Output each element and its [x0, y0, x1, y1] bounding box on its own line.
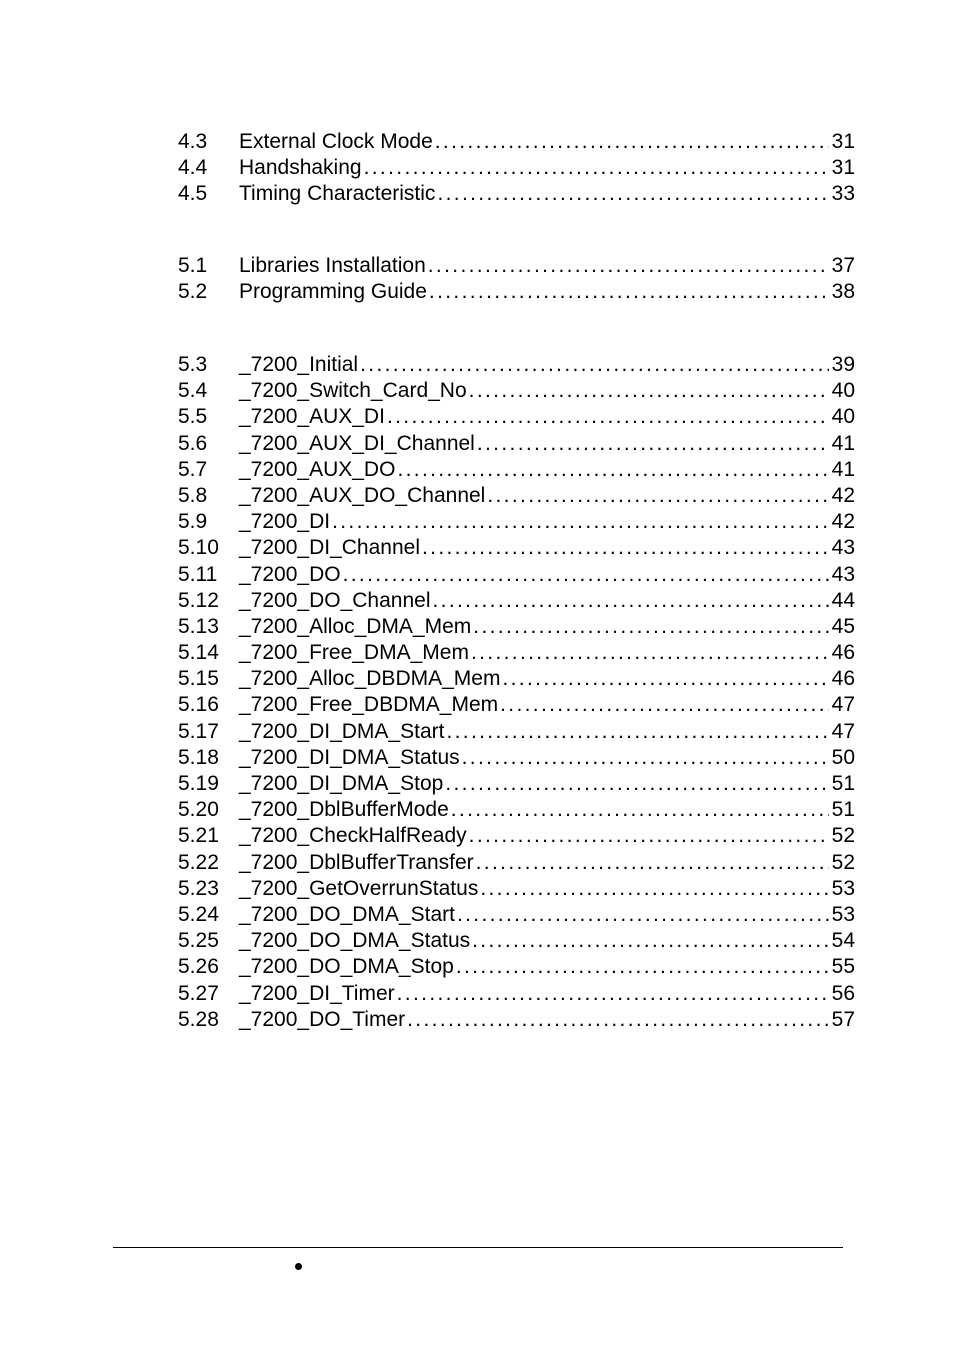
toc-entry-number: 5.4 — [178, 379, 208, 403]
toc-entry-body — [239, 876, 855, 902]
toc-dot-leader — [428, 253, 829, 279]
toc-entry-page-number: 41 — [831, 457, 855, 481]
toc-entry-page-number: 47 — [831, 693, 855, 717]
toc-entry-body — [239, 823, 855, 849]
toc-entry-page-number: 57 — [831, 1007, 855, 1031]
toc-entry[interactable] — [178, 535, 855, 561]
toc-entry[interactable] — [178, 954, 855, 980]
toc-entry-title: _7200_DO_Channel — [239, 588, 431, 612]
toc-dot-leader — [457, 902, 829, 928]
toc-entry-page-number: 45 — [831, 614, 855, 638]
toc-dot-leader — [451, 797, 829, 823]
toc-entry-title: External Clock Mode — [239, 130, 433, 153]
toc-entry[interactable] — [178, 614, 855, 640]
toc-entry-page-number: 43 — [831, 536, 855, 560]
toc-dot-leader — [422, 535, 829, 561]
toc-dot-leader — [364, 155, 829, 181]
toc-entry-title: _7200_AUX_DO — [239, 457, 396, 481]
toc-dot-leader — [456, 954, 829, 980]
toc-entry-page-number: 43 — [831, 562, 855, 586]
toc-dot-leader — [502, 666, 828, 692]
toc-entry-page-number: 51 — [831, 798, 855, 822]
toc-entry-page-number: 52 — [831, 824, 855, 848]
toc-dot-leader — [462, 745, 829, 771]
toc-dot-leader — [480, 876, 828, 902]
toc-entry-page-number: 40 — [831, 379, 855, 403]
toc-entry-page-number: 44 — [831, 588, 855, 612]
toc-entry-title: _7200_AUX_DI_Channel — [239, 431, 475, 455]
toc-entry-page-number: 42 — [831, 510, 855, 534]
toc-entry-number: 5.16 — [178, 693, 219, 717]
toc-entry-number: 5.13 — [178, 614, 219, 638]
toc-entry-number: 4.3 — [178, 130, 208, 153]
toc-entry-title: _7200_Switch_Card_No — [239, 379, 467, 403]
toc-entry[interactable] — [178, 562, 855, 588]
toc-entry-number: 5.9 — [178, 510, 208, 534]
toc-entry-number: 5.27 — [178, 981, 219, 1005]
toc-entry-page-number: 31 — [831, 130, 855, 153]
toc-dot-leader — [469, 378, 829, 404]
toc-dot-leader — [387, 404, 829, 430]
toc-entry-page-number: 40 — [831, 405, 855, 429]
toc-entry[interactable] — [178, 181, 855, 207]
toc-entry-body — [239, 614, 855, 640]
toc-entry-title: _7200_CheckHalfReady — [239, 824, 467, 848]
toc-entry-number: 5.20 — [178, 798, 219, 822]
toc-entry-body — [239, 535, 855, 561]
toc-entry[interactable] — [178, 253, 855, 279]
toc-dot-leader — [445, 771, 828, 797]
toc-entry-number: 5.25 — [178, 929, 219, 953]
toc-entry-title: _7200_DO — [239, 562, 341, 586]
toc-entry-number: 5.3 — [178, 353, 208, 376]
toc-entry-body — [239, 457, 855, 483]
toc-entry-page-number: 54 — [831, 929, 855, 953]
toc-dot-leader — [435, 129, 829, 155]
toc-entry-page-number: 50 — [831, 745, 855, 769]
toc-entry-title: _7200_DI — [239, 510, 331, 534]
toc-entry-number: 5.24 — [178, 902, 219, 926]
toc-entry-body — [239, 666, 855, 692]
toc-dot-leader — [360, 352, 829, 378]
toc-entry[interactable] — [178, 129, 855, 155]
toc-entry-number: 5.28 — [178, 1007, 219, 1031]
toc-entry-body — [239, 483, 855, 509]
toc-entry[interactable] — [178, 404, 855, 430]
toc-dot-leader — [397, 457, 828, 483]
toc-entry-number: 5.15 — [178, 667, 219, 691]
toc-entry-number: 5.19 — [178, 772, 219, 795]
toc-entry-number: 5.21 — [178, 824, 219, 848]
toc-entry[interactable] — [178, 745, 855, 771]
toc-entry-body — [239, 253, 855, 279]
toc-entry-number: 5.12 — [178, 588, 219, 612]
toc-entry-title: _7200_DI_DMA_Stop — [239, 772, 444, 795]
toc-entry-body — [239, 378, 855, 404]
toc-dot-leader — [446, 719, 828, 745]
toc-entry[interactable] — [178, 876, 855, 902]
toc-entry-body — [239, 850, 855, 876]
toc-entry[interactable] — [178, 797, 855, 823]
footer-bullet-icon — [295, 1263, 302, 1270]
toc-entry-body — [239, 431, 855, 457]
toc-entry-number: 5.23 — [178, 876, 219, 900]
toc-entry-page-number: 42 — [831, 483, 855, 507]
toc-group-chapter-4 — [178, 129, 855, 208]
toc-entry-title: Libraries Installation — [239, 254, 426, 277]
toc-entry-body — [239, 902, 855, 928]
toc-entry-page-number: 47 — [831, 719, 855, 743]
toc-entry-number: 5.2 — [178, 280, 208, 304]
toc-entry-title: _7200_Alloc_DBDMA_Mem — [239, 667, 501, 691]
toc-entry[interactable] — [178, 666, 855, 692]
toc-entry[interactable] — [178, 483, 855, 509]
toc-entry[interactable] — [178, 981, 855, 1007]
toc-entry-body — [239, 954, 855, 980]
toc-entry-page-number: 46 — [831, 667, 855, 691]
toc-entry-page-number: 39 — [831, 353, 855, 376]
toc-dot-leader — [473, 614, 828, 640]
toc-entry-title: Timing Characteristic — [239, 182, 436, 206]
toc-entry-page-number: 31 — [831, 156, 855, 180]
toc-entry-title: Programming Guide — [239, 280, 427, 304]
toc-entry-title: _7200_Free_DMA_Mem — [239, 641, 469, 665]
toc-entry-body — [239, 745, 855, 771]
toc-entry[interactable] — [178, 823, 855, 849]
toc-entry-number: 5.6 — [178, 431, 208, 455]
toc-entry-title: _7200_DblBufferMode — [239, 798, 449, 822]
toc-entry[interactable] — [178, 509, 855, 535]
toc-entry-title: _7200_DI_Channel — [239, 536, 420, 560]
toc-entry-title: _7200_DO_DMA_Stop — [239, 955, 454, 979]
toc-entry-number: 5.14 — [178, 641, 219, 665]
toc-entry-number: 5.17 — [178, 719, 219, 743]
toc-entry[interactable] — [178, 771, 855, 797]
toc-entry-title: _7200_DI_DMA_Start — [239, 719, 445, 743]
toc-entry-body — [239, 719, 855, 745]
toc-dot-leader — [500, 692, 829, 718]
toc-entry-body — [239, 352, 855, 378]
toc-entry-body — [239, 404, 855, 430]
toc-entry-body — [239, 928, 855, 954]
toc-group-chapter-5-intro — [178, 253, 855, 305]
toc-entry-title: _7200_DO_Timer — [239, 1007, 406, 1031]
toc-entry[interactable] — [178, 155, 855, 181]
toc-entry[interactable] — [178, 378, 855, 404]
toc-dot-leader — [343, 562, 829, 588]
toc-entry-title: _7200_GetOverrunStatus — [239, 876, 479, 900]
toc-entry-number: 5.1 — [178, 254, 208, 277]
toc-dot-leader — [432, 588, 828, 614]
toc-entry-title: _7200_DI_DMA_Status — [239, 745, 460, 769]
toc-entry-page-number: 46 — [831, 641, 855, 665]
toc-entry[interactable] — [178, 1007, 855, 1033]
toc-entry-number: 4.4 — [178, 156, 208, 180]
toc-entry-title: _7200_Initial — [239, 353, 359, 376]
toc-entry[interactable] — [178, 850, 855, 876]
toc-entry-body — [239, 129, 855, 155]
toc-entry-page-number: 53 — [831, 876, 855, 900]
toc-entry-page-number: 56 — [831, 981, 855, 1005]
toc-entry-page-number: 38 — [831, 280, 855, 304]
toc-entry[interactable] — [178, 719, 855, 745]
toc-entry-body — [239, 562, 855, 588]
toc-entry-title: _7200_AUX_DO_Channel — [239, 483, 486, 507]
toc-dot-leader — [487, 483, 828, 509]
toc-entry-title: _7200_Free_DBDMA_Mem — [239, 693, 499, 717]
toc-entry-title: _7200_DO_DMA_Start — [239, 902, 455, 926]
toc-entry-body — [239, 509, 855, 535]
toc-entry[interactable] — [178, 692, 855, 718]
toc-dot-leader — [471, 640, 829, 666]
toc-entry-title: _7200_DO_DMA_Status — [239, 929, 471, 953]
toc-entry-body — [239, 155, 855, 181]
toc-entry-body — [239, 771, 855, 797]
toc-entry-page-number: 55 — [831, 955, 855, 979]
toc-entry[interactable] — [178, 928, 855, 954]
toc-entry-body — [239, 981, 855, 1007]
toc-entry-title: _7200_DblBufferTransfer — [239, 850, 474, 874]
toc-entry-title: _7200_DI_Timer — [239, 981, 395, 1005]
toc-entry[interactable] — [178, 352, 855, 378]
toc-dot-leader — [476, 850, 829, 876]
toc-entry-page-number: 41 — [831, 431, 855, 455]
toc-entry-body — [239, 181, 855, 207]
toc-entry-number: 5.11 — [178, 562, 218, 586]
toc-entry-number: 5.18 — [178, 745, 219, 769]
toc-entry[interactable] — [178, 457, 855, 483]
toc-entry-body — [239, 797, 855, 823]
toc-entry-number: 5.8 — [178, 483, 208, 507]
toc-entry-number: 4.5 — [178, 182, 208, 206]
toc-entry[interactable] — [178, 279, 855, 305]
toc-dot-leader — [429, 279, 829, 305]
toc-entry-number: 5.10 — [178, 536, 219, 560]
toc-entry-body — [239, 640, 855, 666]
toc-entry-page-number: 51 — [831, 772, 855, 795]
toc-entry-body — [239, 588, 855, 614]
toc-entry-title: _7200_Alloc_DMA_Mem — [239, 614, 472, 638]
toc-dot-leader — [397, 981, 829, 1007]
toc-entry[interactable] — [178, 588, 855, 614]
toc-entry-body — [239, 692, 855, 718]
toc-entry[interactable] — [178, 640, 855, 666]
toc-dot-leader — [472, 928, 829, 954]
toc-entry[interactable] — [178, 431, 855, 457]
toc-entry-body — [239, 279, 855, 305]
toc-dot-leader — [332, 509, 829, 535]
toc-dot-leader — [469, 823, 829, 849]
footer-divider — [113, 1247, 843, 1248]
toc-entry-page-number: 33 — [831, 182, 855, 206]
toc-entry-number: 5.7 — [178, 457, 208, 481]
toc-entry-number: 5.26 — [178, 955, 219, 979]
toc-group-chapter-5-functions — [178, 352, 855, 1033]
toc-entry-page-number: 37 — [831, 254, 855, 277]
toc-entry-number: 5.5 — [178, 405, 208, 429]
toc-entry-title: _7200_AUX_DI — [239, 405, 385, 429]
toc-entry-page-number: 52 — [831, 850, 855, 874]
toc-entry-body — [239, 1007, 855, 1033]
toc-entry-number: 5.22 — [178, 850, 219, 874]
toc-entry-title: Handshaking — [239, 156, 362, 180]
toc-entry[interactable] — [178, 902, 855, 928]
toc-entry-page-number: 53 — [831, 902, 855, 926]
toc-dot-leader — [437, 181, 828, 207]
toc-dot-leader — [477, 431, 829, 457]
toc-dot-leader — [407, 1007, 829, 1033]
